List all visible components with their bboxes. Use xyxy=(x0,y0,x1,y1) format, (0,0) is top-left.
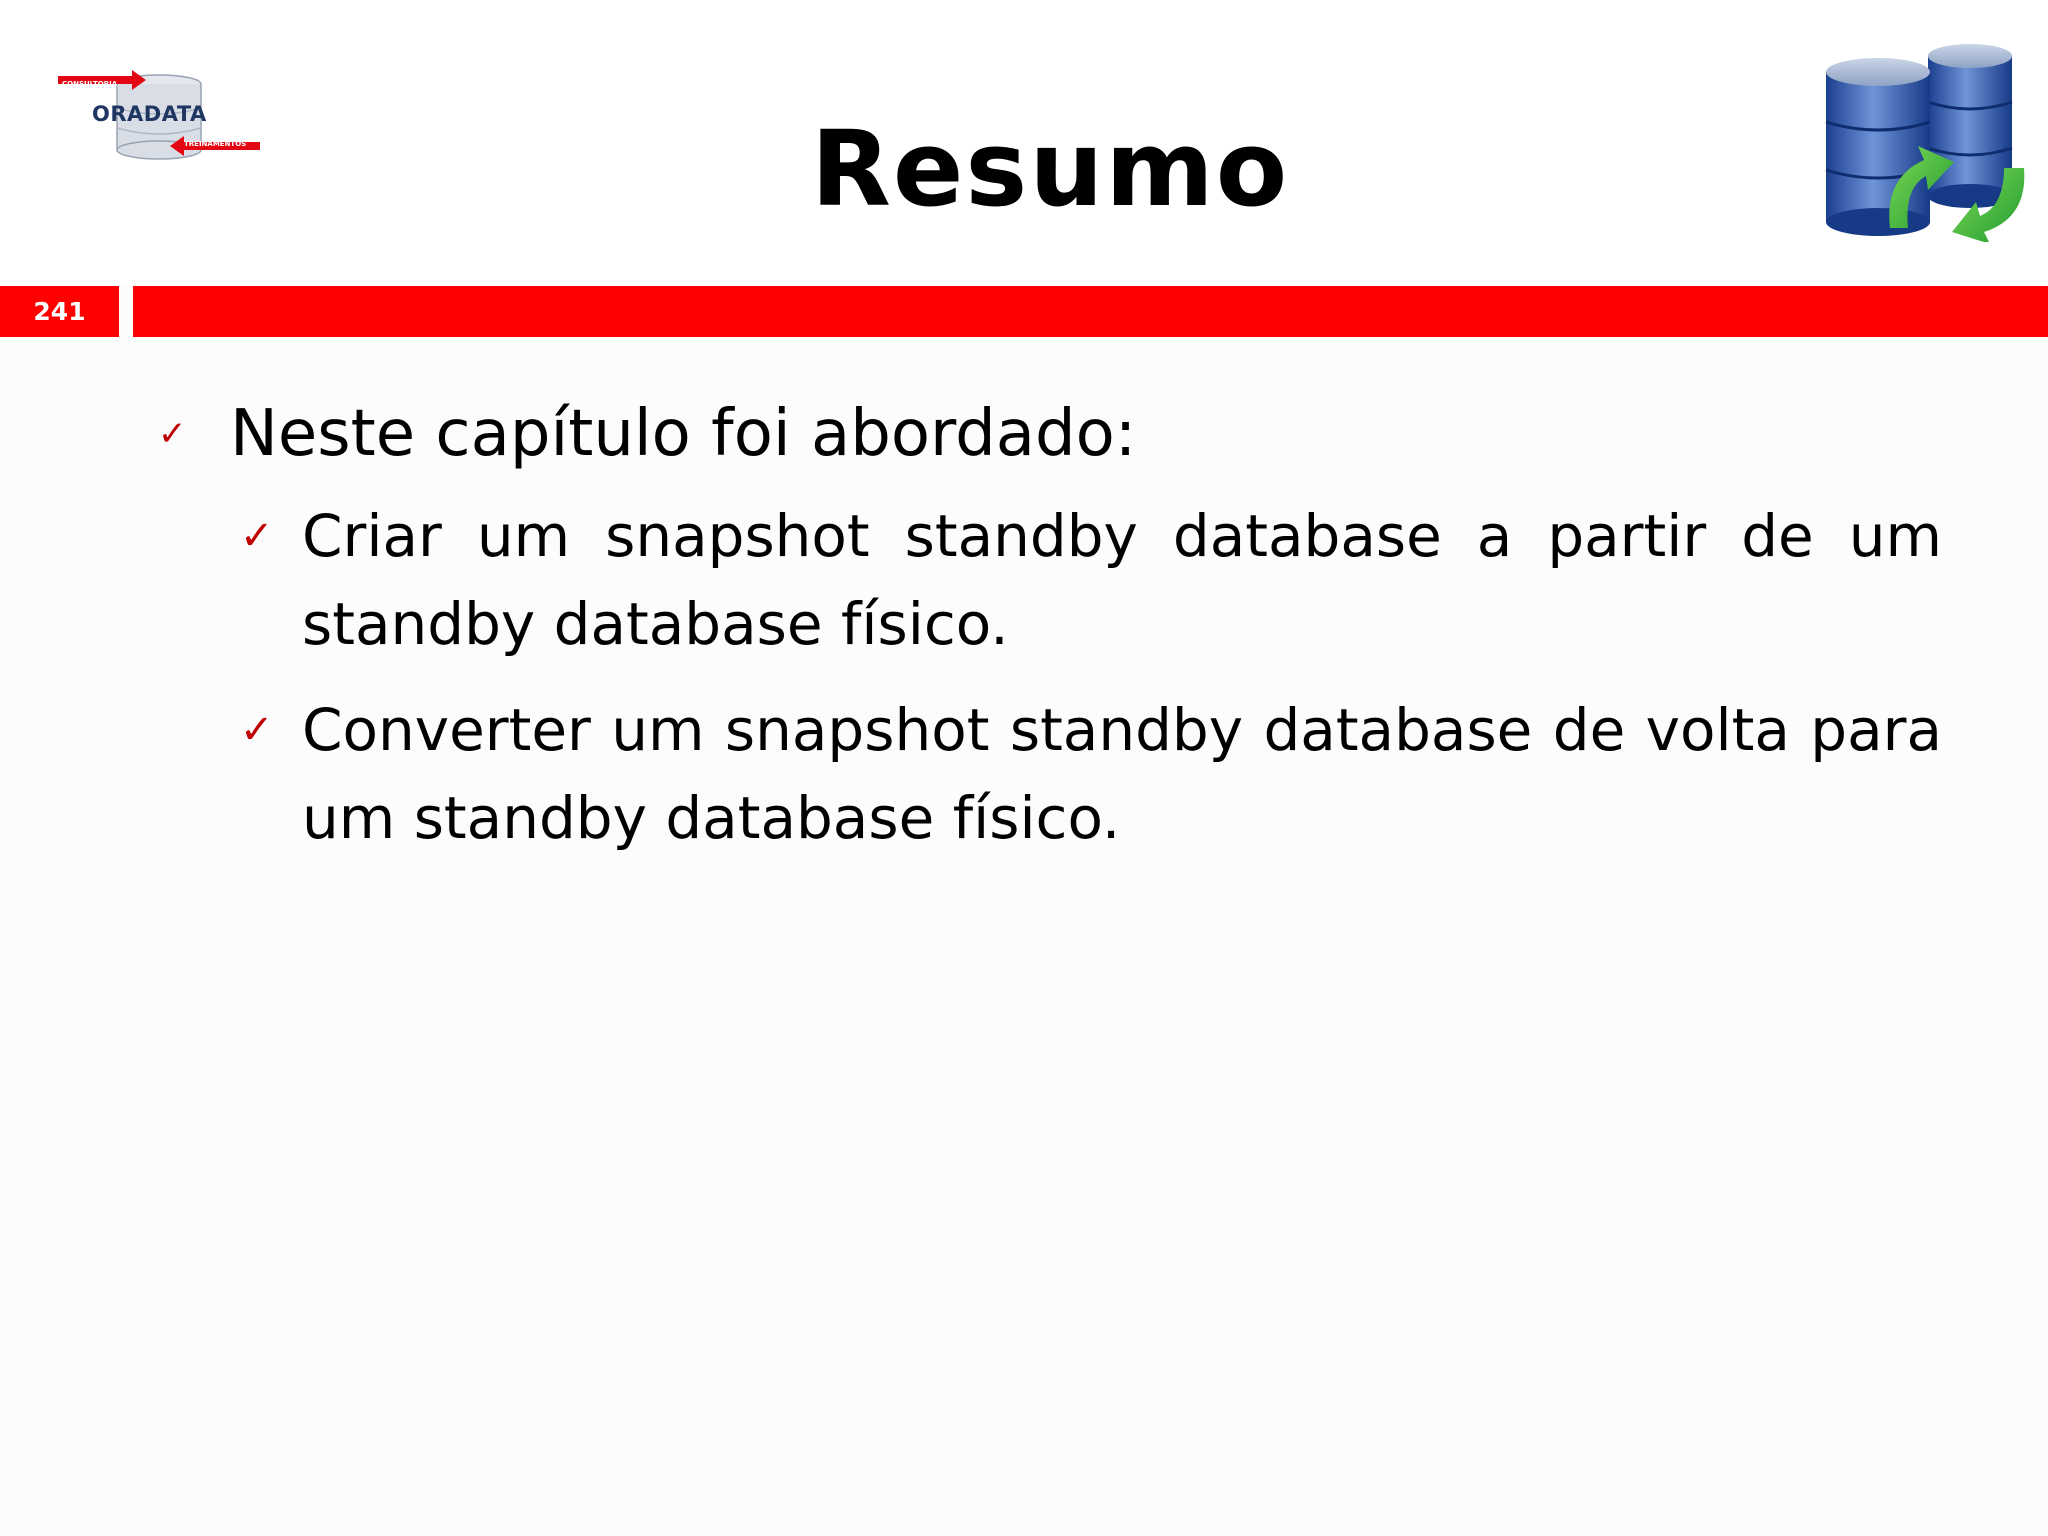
database-sync-icon xyxy=(1820,42,2030,242)
slide-number: 241 xyxy=(0,286,119,337)
bullet-item-text: Converter um snapshot standby database de volta para um standby database físico. xyxy=(302,696,1942,852)
bullet-item-text: Criar um snapshot standby database a partir de um standby database físico. xyxy=(302,502,1942,658)
check-mark-icon: ✓ xyxy=(158,414,187,454)
bullet-level1 xyxy=(150,390,1950,486)
slide-title: Resumo xyxy=(810,108,1290,230)
logo-wordmark: ORADATA xyxy=(92,102,207,126)
bullet-level2-item xyxy=(240,686,1950,862)
check-mark-icon: ✓ xyxy=(240,707,274,753)
logo-tag-treinamentos: TREINAMENTOS xyxy=(184,140,247,148)
check-mark-icon: ✓ xyxy=(240,513,274,559)
slide-body xyxy=(150,390,1950,880)
bullet-level2-item xyxy=(240,492,1950,668)
logo-tag-consultoria: CONSULTORIA xyxy=(62,80,118,88)
header-divider-bar xyxy=(133,286,2048,337)
bullet-heading-text: Neste capítulo foi abordado: xyxy=(230,397,1137,471)
